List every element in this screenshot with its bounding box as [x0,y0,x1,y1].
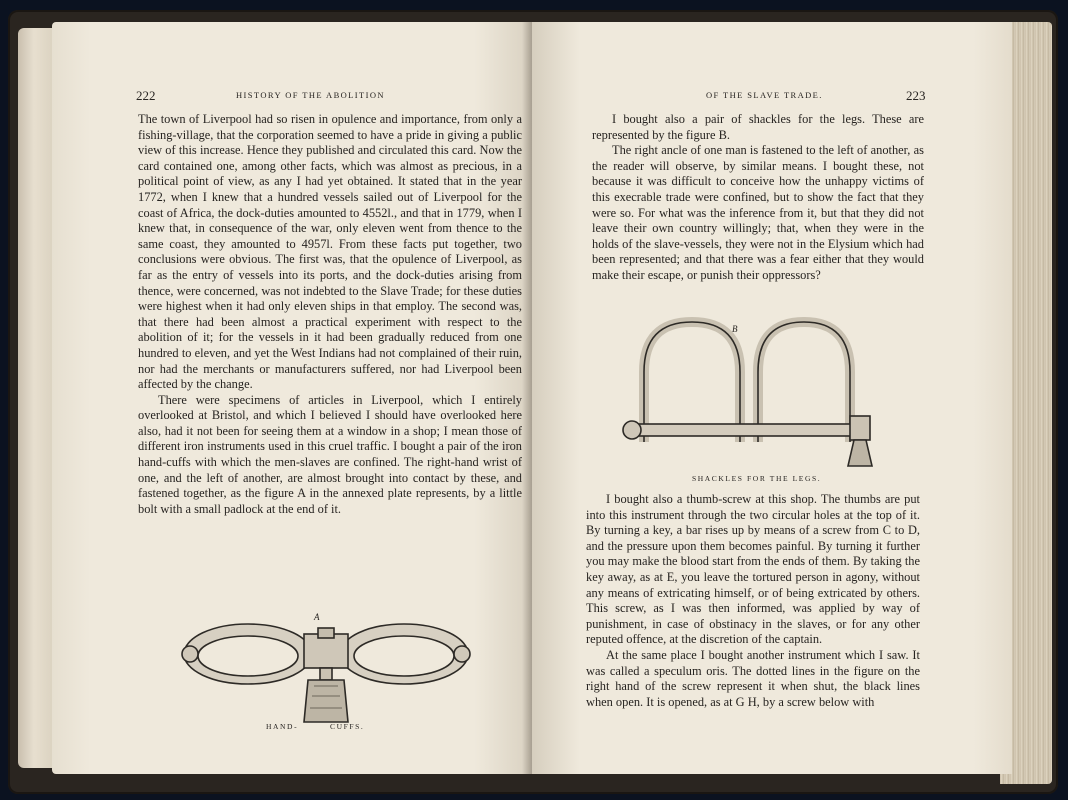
shackles-caption: SHACKLES FOR THE LEGS. [692,474,822,483]
right-page [532,22,1012,774]
right-paragraph-1: I bought also a pair of shackles for the legs. These are represented by the figure B. [592,112,924,142]
figure-b-letter: B [732,324,738,334]
right-paragraph-4: At the same place I bought another instrument which I saw. It was called a speculum oris. The dotted lines in the figure on the right hand of the screw represent it when shut, the black lines when open. It is opened, as at G H, by a screw below with [586,647,920,709]
right-running-head: OF THE SLAVE TRADE. [706,90,823,100]
right-paragraph-2: The right ancle of one man is fastened to the left of another, as the reader will observe, by similar means. I bought these, not because it was difficult to conceive how the unhappy victims of this execrable trade were confined, but to show the fact that they were so. For what was the inference from it, but that they did not leave their own country willingly; that, when they were in the holds of the slave-vessels, they were not in the Elysium which had been represented; and that there was a fear either that they would make their escape, or punish their oppressors? [592,143,924,282]
figure-a-letter: A [314,612,320,622]
right-page-body-bottom [586,492,920,710]
handcuffs-figure [168,612,498,732]
left-running-head: HISTORY OF THE ABOLITION [236,90,385,100]
handcuffs-caption-right: CUFFS. [330,722,365,731]
handcuffs-illustration [168,612,498,732]
left-page-number: 222 [136,88,156,103]
left-page [52,22,532,774]
right-page-body-top [592,112,924,284]
right-paragraph-3: I bought also a thumb-screw at this shop. The thumbs are put into this instrument through the two circular holes at the top of it. By turning a key, a bar rises up by means of a screw from C to D, and the pressure upon them becomes painful. By turning it further you may make the blood start from the ends of them. By taking the key away, as at E, you leave the tortured person in agony, without any means of extricating himself, or of being extricated by others. This screw, as I was then informed, was applied by way of punishment, in case of obstinacy in the slaves, or for any other reputed offence, at the discretion of the captain. [586,492,920,647]
left-paragraph-2: There were specimens of articles in Liverpool, which I entirely overlooked at Bristol, and which I believed I should have overlooked here also, had it not been for seeing them at a window in a shop; I mean those of different iron instruments used in this cruel traffic. I bought a pair of the iron hand-cuffs with which the men-slaves are confined. The right-hand wrist of one, and the left of another, are almost brought into contact by these, and fastened together, as the figure A in the annexed plate represents, by a little bolt with a small padlock at the end of it. [138,392,522,516]
shackles-figure [622,312,882,472]
left-page-body [138,112,522,517]
handcuffs-caption-left: HAND- [266,722,299,731]
right-page-number: 223 [906,88,926,103]
left-paragraph-1: The town of Liverpool had so risen in opulence and importance, from only a fishing-village, that the corporation seemed to have a pride in giving a public view of this increase. Hence they published and circulated this card. Now the card contained one, among other facts, which was almost as precious, in a political point of view, as any I had yet obtained. It stated that in the year 1772, when I knew that a hundred vessels sailed out of Liverpool for the coast of Africa, the dock-duties amounted to 4552l., and that in 1779, when I knew that, in consequence of the war, only eleven went from thence to the same coast, they amounted to 4957l. From these facts put together, two conclusions were obvious. The first was, that the opulence of Liverpool, as far as the entry of vessels into its ports, and the dock-duties arising from thence, were concerned, was not indebted to the Slave Trade; for these duties were highest when it had only eleven ships in that employ. The second was, that there had been almost a practical experiment with respect to the abolition of it; for the vessels in it had been gradually reduced from one hundred to eleven, and yet the West Indians had not complained of their ruin, nor had the merchants or manufacturers suffered, nor had Liverpool been affected by the change. [138,112,522,392]
shackles-illustration [622,312,882,472]
